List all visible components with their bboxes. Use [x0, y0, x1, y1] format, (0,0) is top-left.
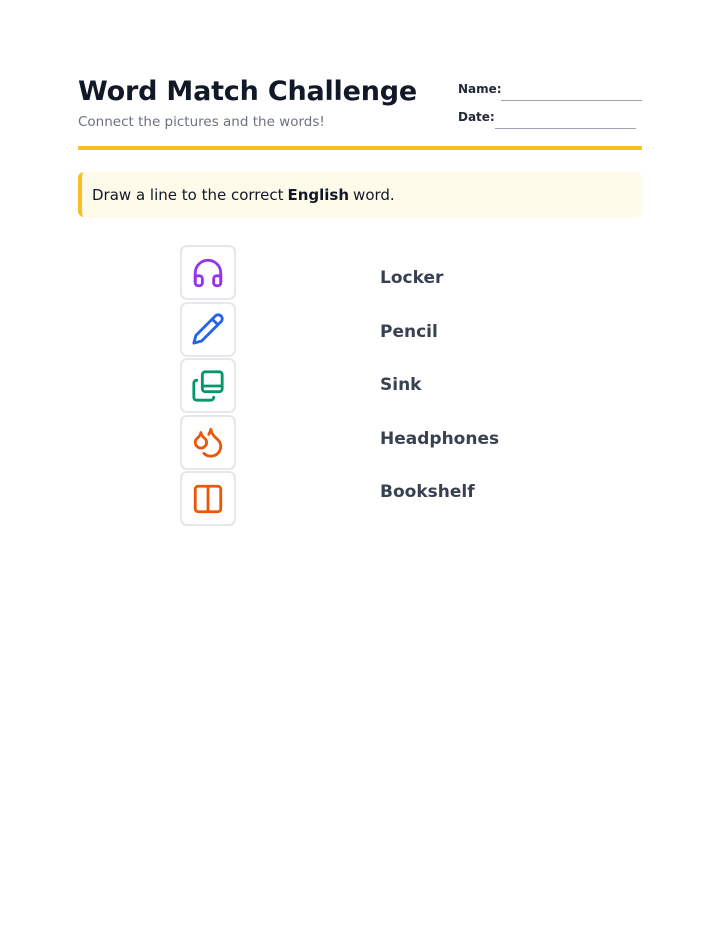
date-label: Date:	[458, 110, 495, 124]
instruction-text: Draw a line to the correct	[92, 185, 284, 204]
name-field[interactable]	[458, 82, 642, 102]
word-item-2[interactable]: Pencil	[380, 321, 438, 342]
word-item-3[interactable]: Sink	[380, 375, 422, 395]
picture-card-1[interactable]	[180, 245, 236, 300]
pencil-icon	[191, 312, 225, 346]
picture-column	[180, 245, 236, 528]
instruction-box	[78, 172, 642, 217]
picture-card-4[interactable]	[180, 415, 236, 470]
picture-card-2[interactable]	[180, 302, 236, 357]
word-item-4[interactable]: Headphones	[380, 428, 500, 449]
worksheet-header	[78, 76, 642, 148]
word-column	[380, 262, 620, 530]
name-label: Name:	[458, 82, 502, 96]
date-field[interactable]	[458, 110, 642, 130]
picture-card-3[interactable]	[180, 358, 236, 413]
header-divider	[78, 146, 642, 150]
instruction-emphasis: English	[287, 185, 350, 204]
library-books-icon	[191, 369, 225, 403]
instruction-suffix: word.	[353, 185, 395, 204]
water-drops-icon	[191, 425, 225, 459]
date-write-line[interactable]	[495, 128, 636, 129]
word-item-5[interactable]: Bookshelf	[380, 482, 475, 502]
columns-icon	[191, 482, 225, 516]
picture-card-5[interactable]	[180, 471, 236, 526]
page-subtitle: Connect the pictures and the words!	[78, 114, 325, 130]
worksheet-page	[78, 0, 642, 932]
headphones-icon	[191, 256, 225, 290]
page-title: Word Match Challenge	[78, 76, 417, 107]
name-write-line[interactable]	[501, 100, 642, 101]
word-item-1[interactable]: Locker	[380, 268, 444, 288]
